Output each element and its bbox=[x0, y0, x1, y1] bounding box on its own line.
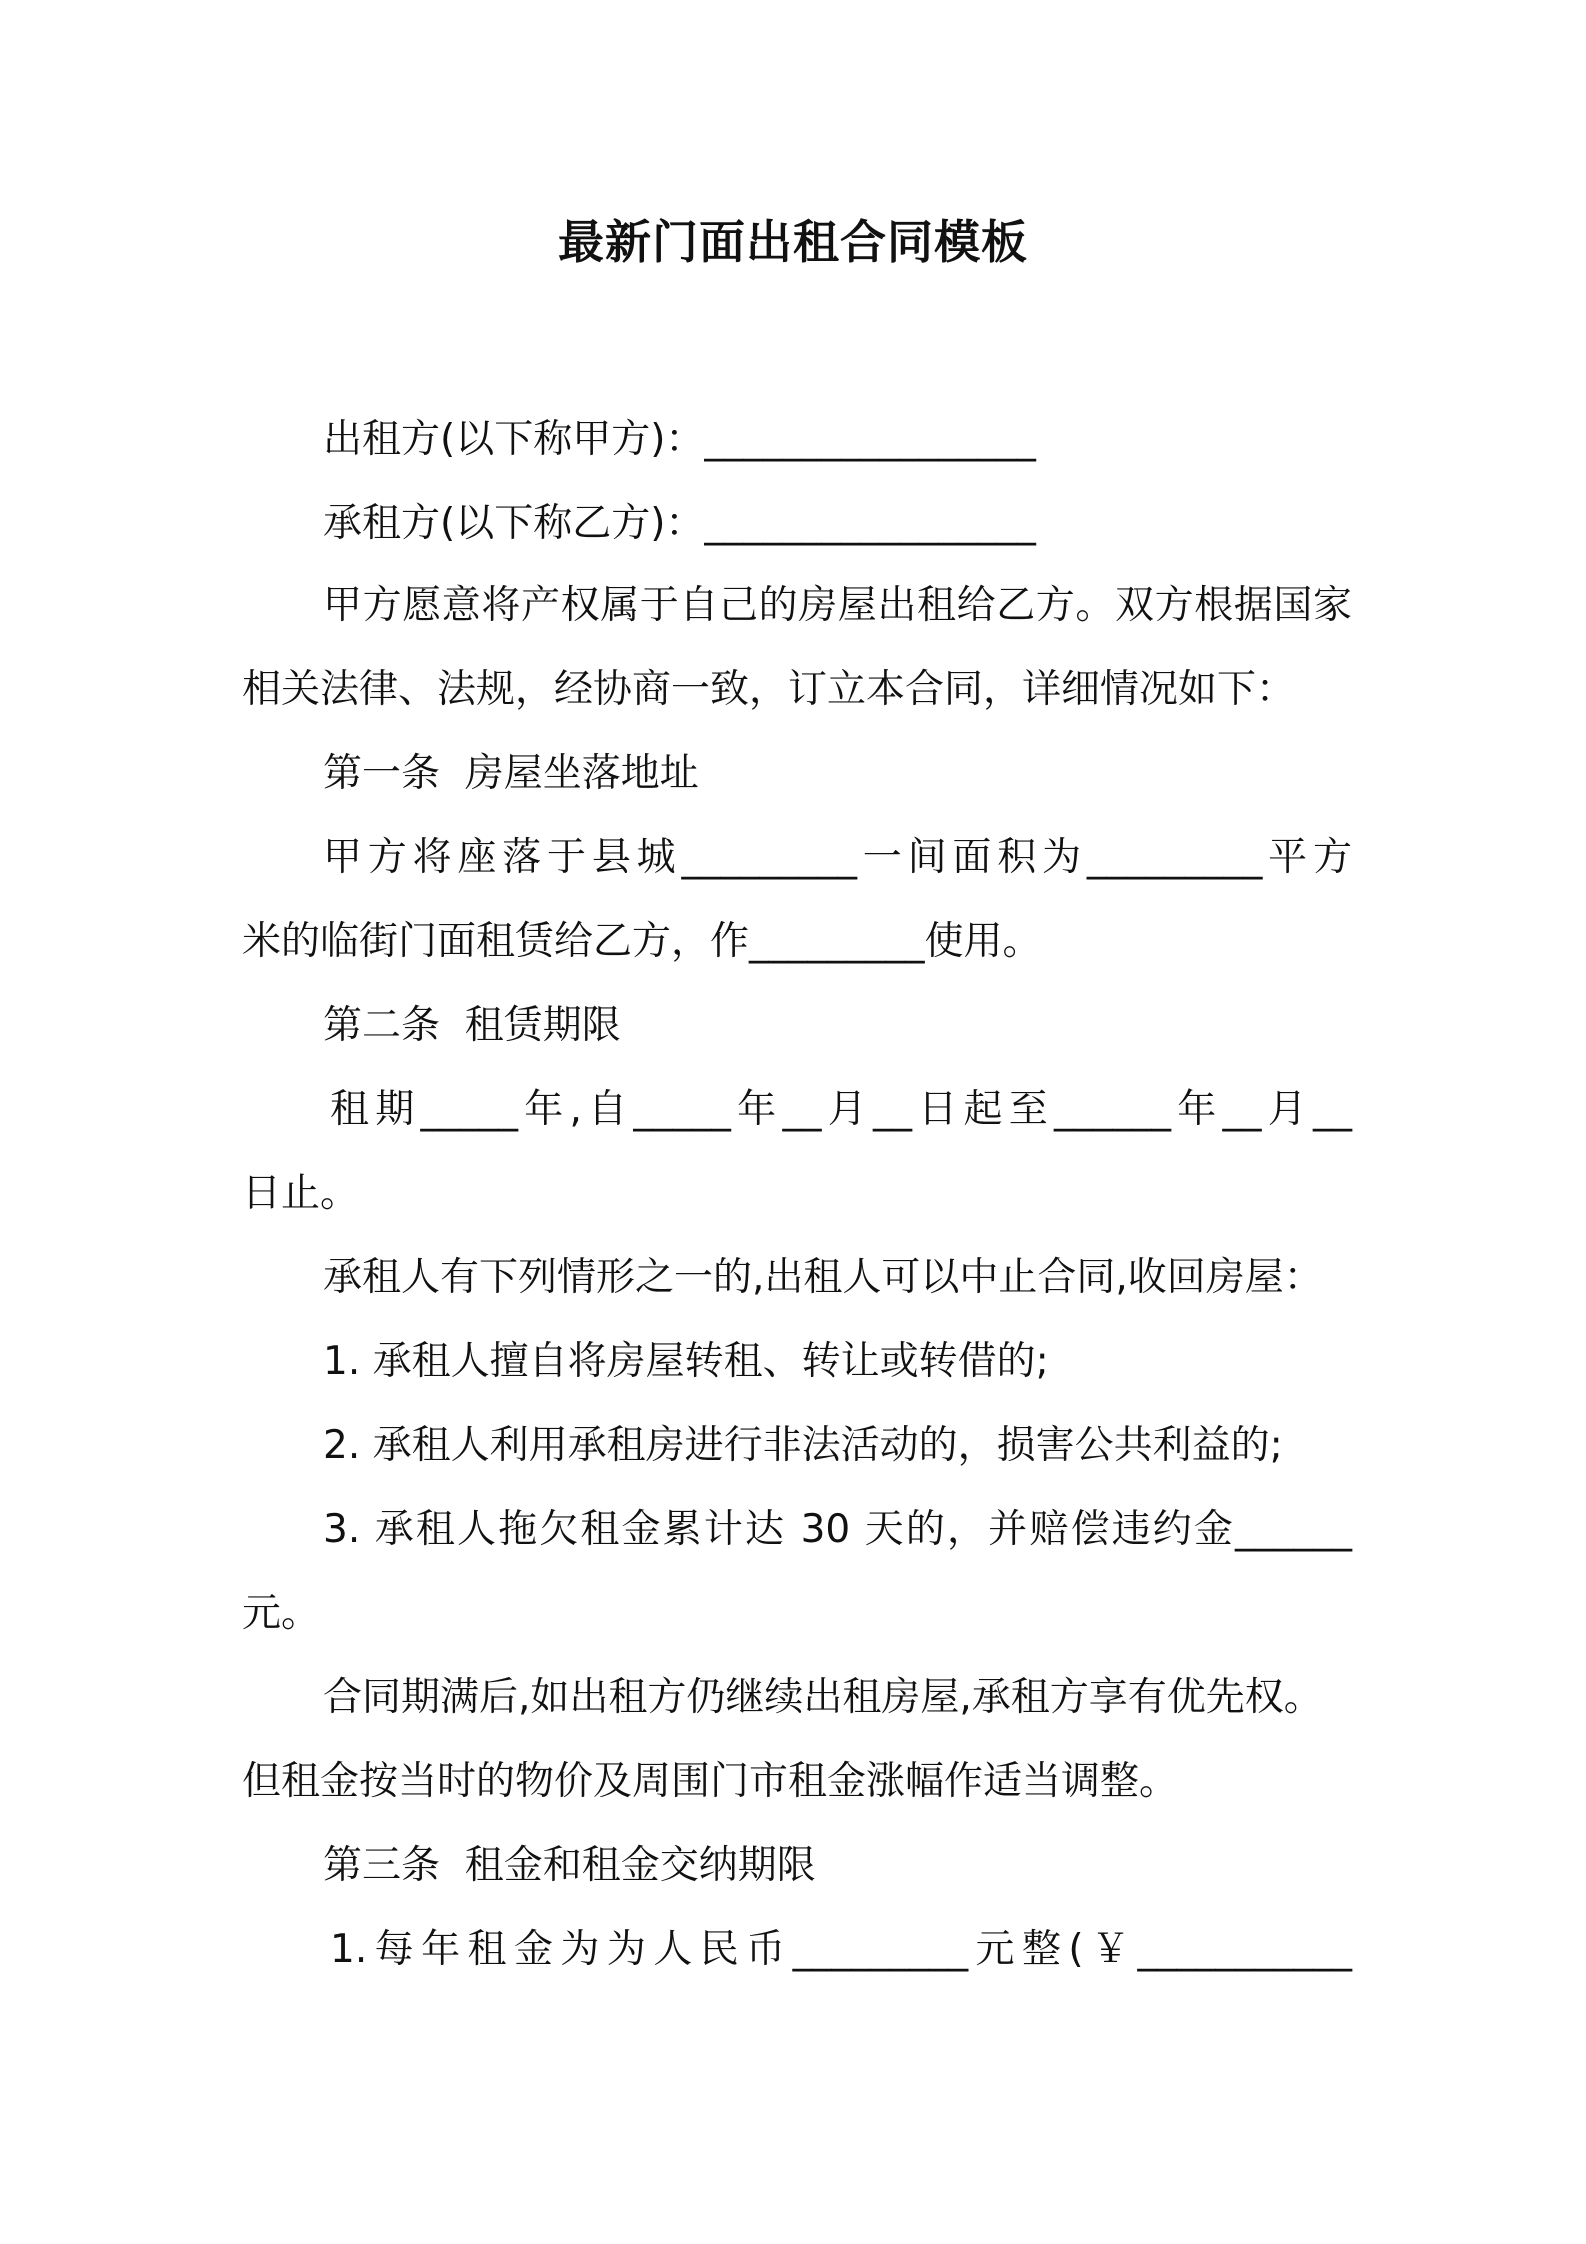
renewal-paragraph-line-1: 合同期满后,如出租方仍继续出租房屋,承租方享有优先权。 bbox=[323, 1675, 1323, 1720]
termination-item-3-line-2: 元。 bbox=[242, 1591, 321, 1636]
document-title: 最新门面出租合同模板 bbox=[558, 215, 1028, 269]
termination-item-3-line-1: 3. 承租人拖欠租金累计达 30 天的，并赔偿违约金______ bbox=[323, 1507, 1352, 1552]
renewal-paragraph-line-2: 但租金按当时的物价及周围门市租金涨幅作适当调整。 bbox=[242, 1759, 1179, 1804]
rent-line-1: 1.每年租金为为人民币_________元整(￥___________ bbox=[330, 1927, 1352, 1972]
article-2-heading: 第二条 租赁期限 bbox=[323, 1003, 621, 1048]
lessee-line: 承租方(以下称乙方)：_________________ bbox=[323, 501, 1036, 546]
termination-intro: 承租人有下列情形之一的,出租人可以中止合同,收回房屋： bbox=[323, 1255, 1323, 1300]
intro-paragraph-line-1: 甲方愿意将产权属于自己的房屋出租给乙方。双方根据国家 bbox=[323, 583, 1352, 628]
termination-item-2: 2. 承租人利用承租房进行非法活动的，损害公共利益的; bbox=[323, 1423, 1283, 1468]
article-1-line-1: 甲方将座落于县城_________一间面积为_________平方 bbox=[323, 835, 1352, 880]
article-1-heading: 第一条 房屋坐落地址 bbox=[323, 751, 699, 796]
lessor-line: 出租方(以下称甲方)：_________________ bbox=[323, 417, 1036, 462]
intro-paragraph-line-2: 相关法律、法规，经协商一致，订立本合同，详细情况如下： bbox=[242, 667, 1296, 712]
lease-term-line-1: 租期_____年,自_____年__月__日起至______年__月__ bbox=[330, 1087, 1352, 1132]
termination-item-1: 1. 承租人擅自将房屋转租、转让或转借的; bbox=[323, 1339, 1049, 1384]
lease-term-line-2: 日止。 bbox=[242, 1171, 360, 1216]
article-1-line-2: 米的临街门面租赁给乙方，作_________使用。 bbox=[242, 919, 1042, 964]
article-3-heading: 第三条 租金和租金交纳期限 bbox=[323, 1843, 816, 1888]
